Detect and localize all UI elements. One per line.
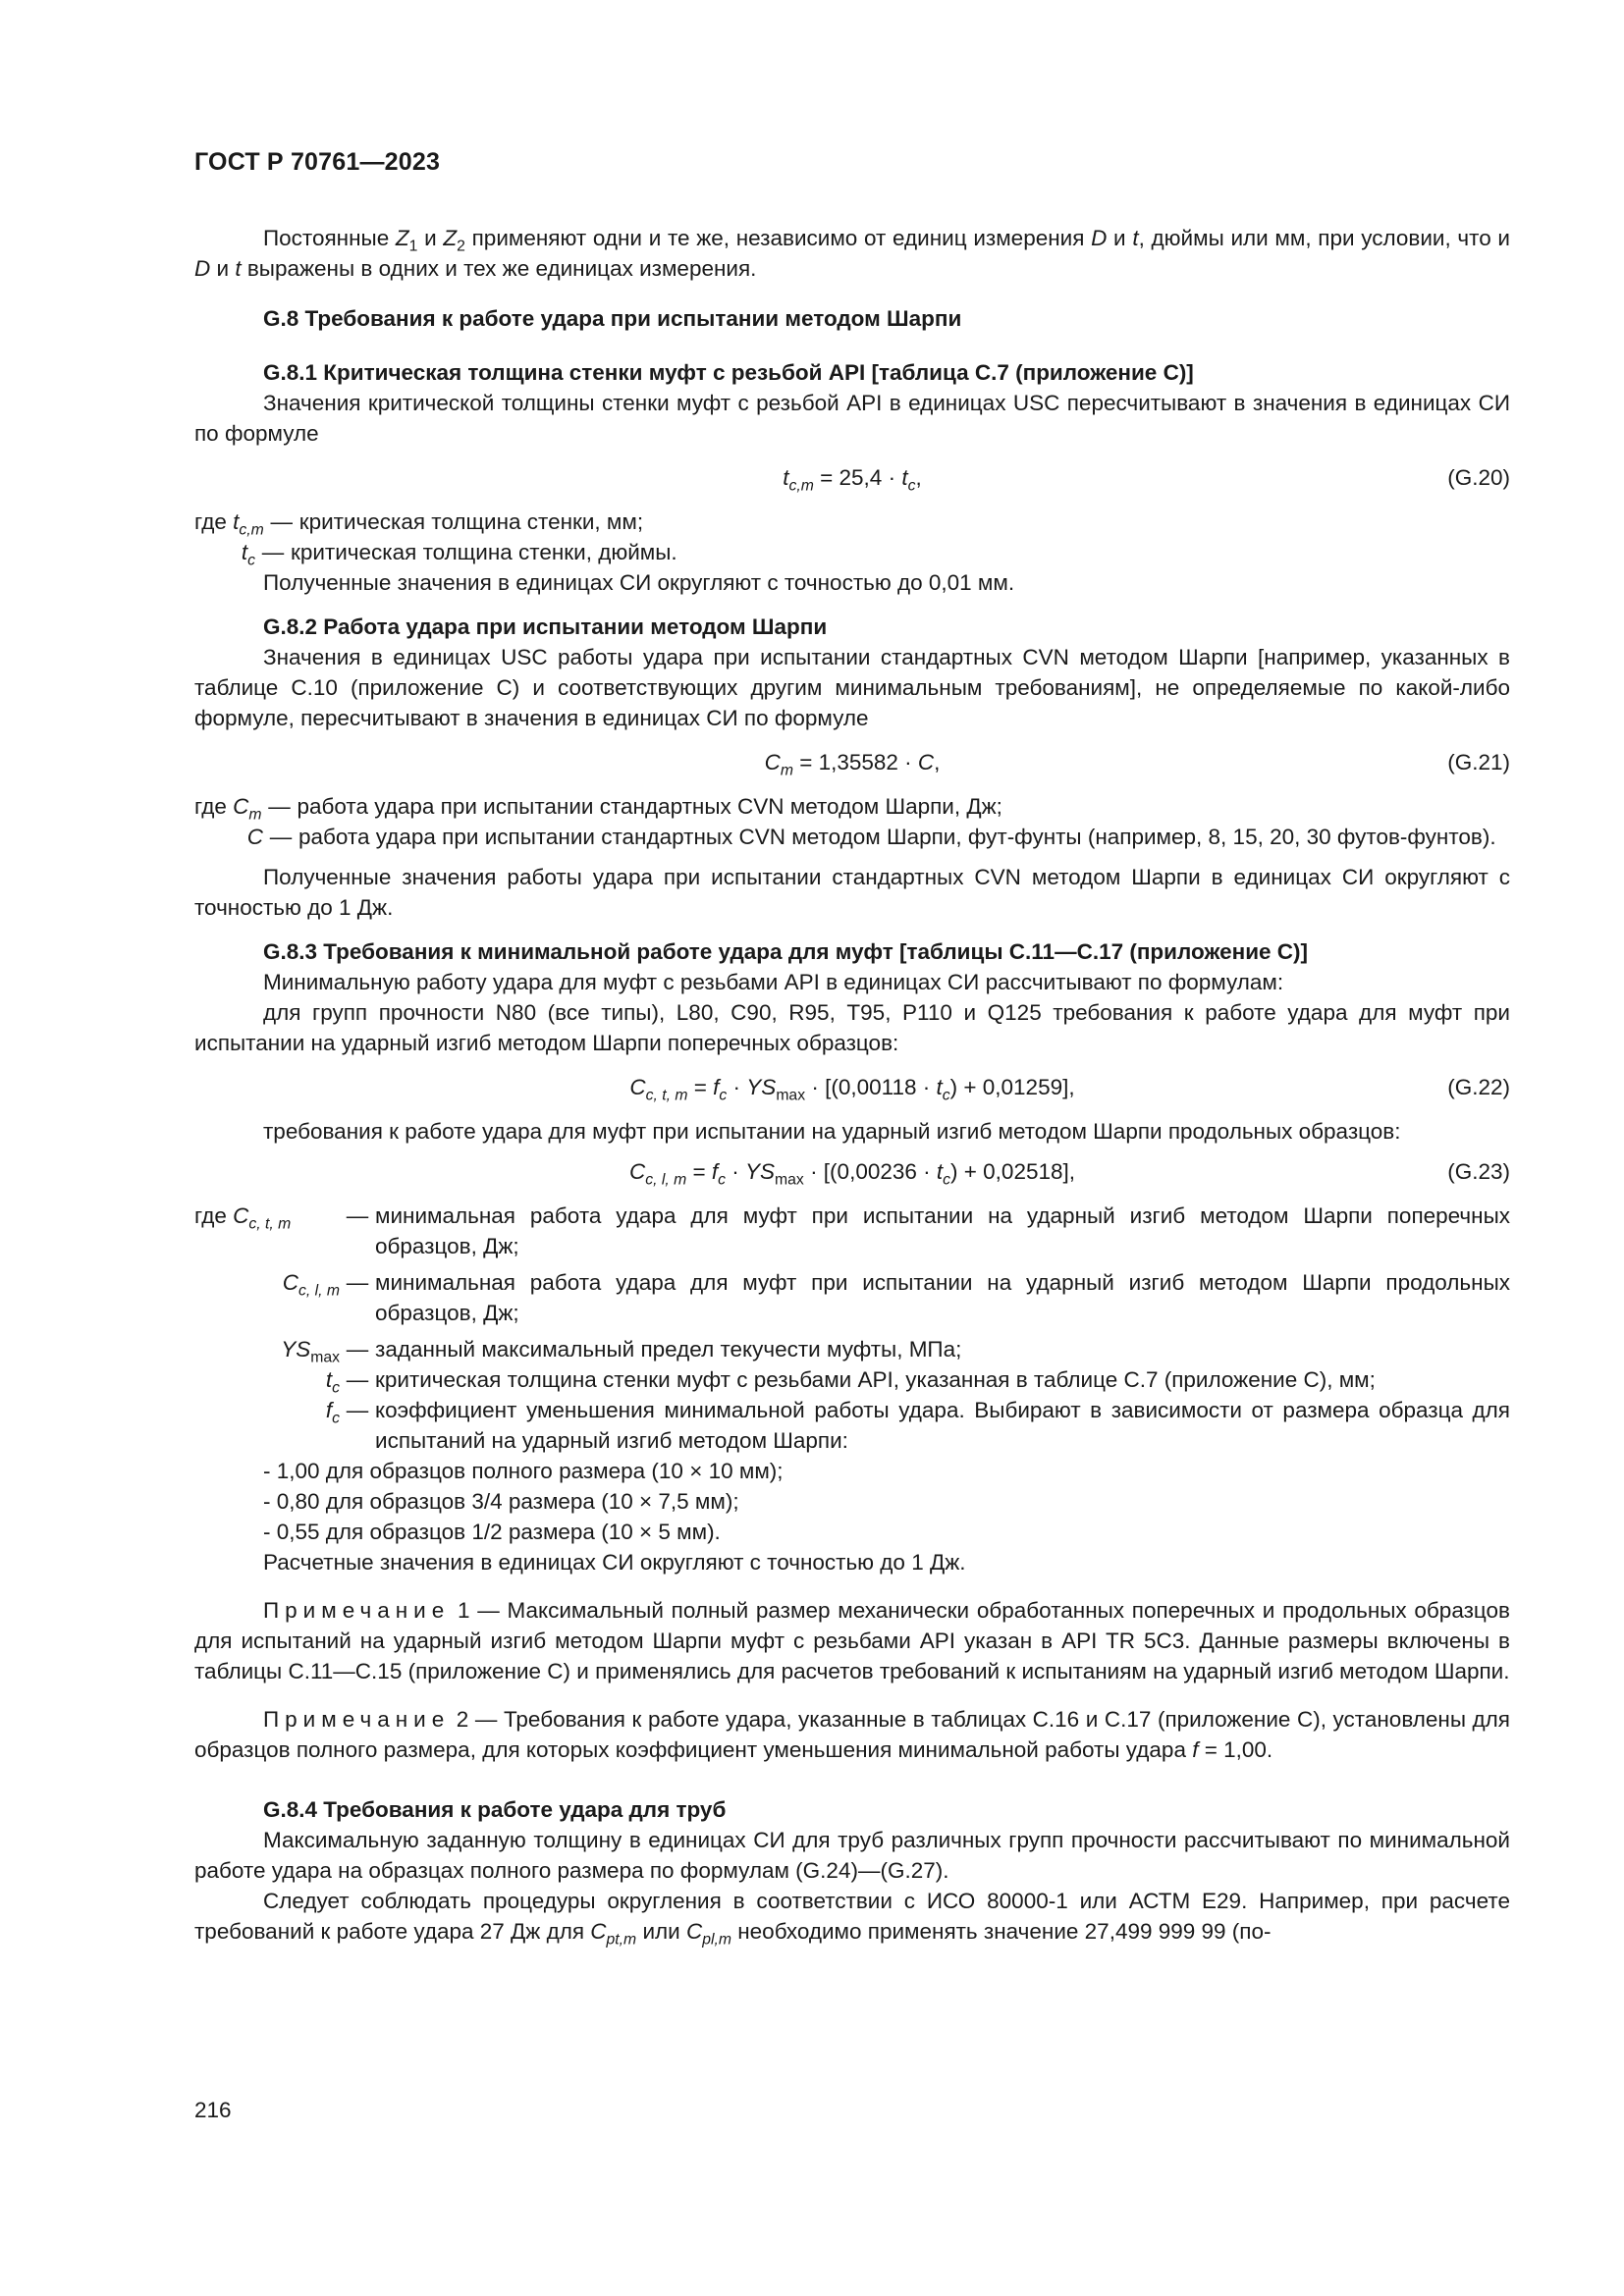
note-2: Примечание 2 — Требования к работе удара, указанные в таблицах С.16 и С.17 (приложение С), установлены для образцов полного размера, для которых коэффициент уменьшения минимальной работы удара f = 1,00. xyxy=(194,1707,1510,1762)
section-g8-1-title: G.8.1 Критическая толщина стенки муфт с резьбой API [таблица С.7 (приложение С)] xyxy=(263,360,1194,385)
formula-g21-number: (G.21) xyxy=(1447,750,1510,774)
formula-g23 xyxy=(194,1156,1510,1187)
formula-g21-expression: $C_m = 1,35582 \cdot C$, xyxy=(764,750,941,779)
formula-g22-expression: $C_{c, t, m} = f_c \cdot YS_{max} \cdot [(0,00118 \cdot t_c) + 0,01259]$, xyxy=(629,1075,1075,1104)
section-g8-3-paragraph-1: Минимальную работу удара для муфт с резьбами API в единицах СИ рассчитывают по формулам: xyxy=(263,970,1284,994)
formula-g22-number: (G.22) xyxy=(1447,1075,1510,1099)
list-item: - 1,00 для образцов полного размера (10 × 10 мм); xyxy=(263,1459,784,1483)
intro-paragraph: Постоянные $Z_1$ и $Z_2$ применяют одни и те же, независимо от единиц измерения D и t, дюймы или мм, при условии, что и D и t выражены в одних и тех же единицах измерения. xyxy=(194,226,1510,281)
formula-g20-number: (G.20) xyxy=(1447,465,1510,490)
document-body xyxy=(194,223,1510,1947)
formula-g23-expression: $C_{c, l, m} = f_c \cdot YS_{max} \cdot [(0,00236 \cdot t_c) + 0,02518]$, xyxy=(628,1159,1076,1189)
where-item: $YS_{max}$ — заданный максимальный предел текучести муфты, МПа; xyxy=(281,1337,962,1366)
section-g8-3-rounding: Расчетные значения в единицах СИ округляют с точностью до 1 Дж. xyxy=(263,1550,966,1575)
where-item: $t_c$ — критическая толщина стенки, дюймы. xyxy=(241,540,677,569)
formula-g22 xyxy=(194,1072,1510,1102)
section-g8-4-title: G.8.4 Требования к работе удара для труб xyxy=(263,1797,727,1822)
section-g8-2-title: G.8.2 Работа удара при испытании методом Шарпи xyxy=(263,614,828,639)
section-g8-title: G.8 Требования к работе удара при испытании методом Шарпи xyxy=(263,306,962,331)
where-item: где $t_{c,m}$ — критическая толщина стенки, мм; xyxy=(194,509,644,539)
section-g8-2-paragraph: Значения в единицах USC работы удара при испытании стандартных CVN методом Шарпи [например, указанных в таблице С.10 (приложение С) и соответствующих другим минимальным требованиям], не определяемые по какой-либо формуле, пересчитывают в значения в единицах СИ по формуле xyxy=(194,645,1510,730)
note-1: Примечание 1 — Максимальный полный размер механически обработанных поперечных и продольных образцов для испытаний на ударный изгиб методом Шарпи муфт с резьбами API указан в API TR 5C3. Данные размеры включены в таблицы С.11—С.15 (приложение С) и применялись для расчетов требований к испытаниям на ударный изгиб методом Шарпи. xyxy=(194,1598,1510,1683)
section-g8-4-paragraph-2: Следует соблюдать процедуры округления в соответствии с ИСО 80000-1 или АСТМ Е29. Например, при расчете требований к работе удара 27 Дж для $C_{pt,m}$ или $C_{pl,m}$ необходимо применять значение 27,499 999 99 (по- xyxy=(194,1889,1510,1949)
page-number: 216 xyxy=(194,2098,232,2122)
where-item: где $C_{c, t, m}$ — минимальная работа удара для муфт при испытании на ударный изгиб методом Шарпи поперечных образцов, Дж; xyxy=(194,1203,1510,1258)
formula-g20-expression: $t_{c,m} = 25,4 \cdot t_c$, xyxy=(783,465,922,495)
formula-g20 xyxy=(194,462,1510,493)
where-item: $f_c$ — коэффициент уменьшения минимальной работы удара. Выбирают в зависимости от размера образца для испытаний на ударный изгиб методом Шарпи: xyxy=(325,1398,1510,1453)
document-header: ГОСТ Р 70761—2023 xyxy=(194,148,441,176)
list-item: - 0,80 для образцов 3/4 размера (10 × 7,5 мм); xyxy=(263,1489,739,1514)
section-g8-3-title: G.8.3 Требования к минимальной работе удара для муфт [таблицы С.11—С.17 (приложение С)] xyxy=(263,939,1309,964)
section-g8-1-rounding: Полученные значения в единицах СИ округляют с точностью до 0,01 мм. xyxy=(263,570,1015,595)
section-g8-3-paragraph-2: для групп прочности N80 (все типы), L80, С90, R95, Т95, Р110 и Q125 требования к работе удара для муфт при испытании на ударный изгиб методом Шарпи поперечных образцов: xyxy=(194,1000,1510,1055)
section-g8-4-paragraph-1: Максимальную заданную толщину в единицах СИ для труб различных групп прочности рассчитывают по минимальной работе удара на образцах полного размера по формулам (G.24)—(G.27). xyxy=(194,1828,1510,1883)
where-item: где $C_m$ — работа удара при испытании стандартных CVN методом Шарпи, Дж; xyxy=(194,794,1002,824)
section-g8-3-paragraph-3: требования к работе удара для муфт при испытании на ударный изгиб методом Шарпи продольных образцов: xyxy=(263,1119,1401,1144)
section-g8-2-rounding: Полученные значения работы удара при испытании стандартных CVN методом Шарпи в единицах СИ округляют с точностью до 1 Дж. xyxy=(194,865,1510,920)
where-item: C — работа удара при испытании стандартных CVN методом Шарпи, фут-фунты (например, 8, 15, 20, 30 футов-фунтов). xyxy=(246,825,1496,849)
formula-g23-number: (G.23) xyxy=(1447,1159,1510,1184)
list-item: - 0,55 для образцов 1/2 размера (10 × 5 мм). xyxy=(263,1520,721,1544)
where-item: $C_{c, l, m}$ — минимальная работа удара для муфт при испытании на ударный изгиб методом Шарпи продольных образцов, Дж; xyxy=(282,1270,1510,1325)
section-g8-1-paragraph: Значения критической толщины стенки муфт с резьбой API в единицах USC пересчитывают в значения в единицах СИ по формуле xyxy=(194,391,1510,446)
formula-g21 xyxy=(194,747,1510,777)
where-item: $t_c$ — критическая толщина стенки муфт с резьбами API, указанная в таблице С.7 (приложение С), мм; xyxy=(325,1367,1376,1397)
